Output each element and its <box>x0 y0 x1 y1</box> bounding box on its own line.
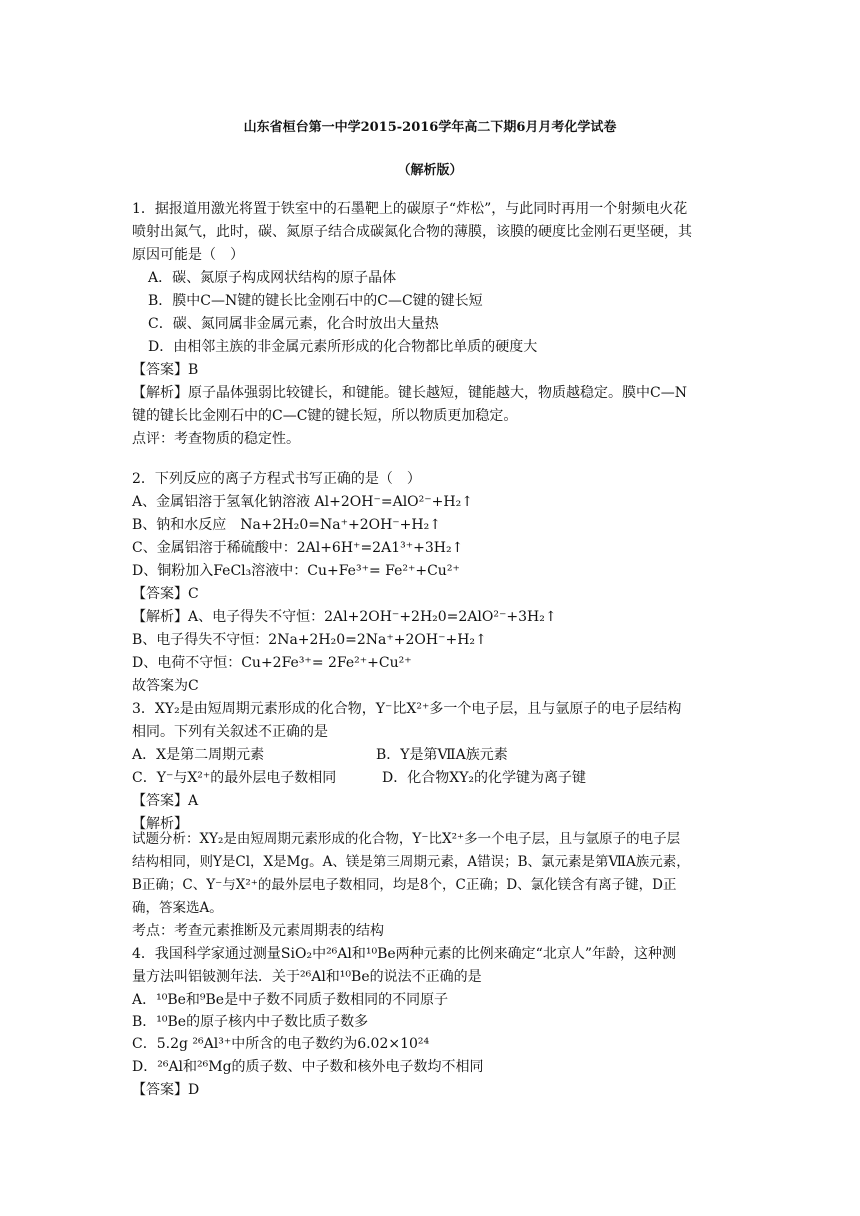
q2-option-b: B、钠和水反应 Na+2H₂0=Na⁺+2OH⁻+H₂↑ <box>132 517 441 533</box>
page-title: 山东省桓台第一中学2015-2016学年高二下期6月月考化学试卷 <box>243 120 617 135</box>
q3-stem-line2: 相同。下列有关叙述不正确的是 <box>132 724 328 740</box>
q2-answer: 【答案】C <box>132 586 199 602</box>
q4-option-a: A．¹⁰Be和⁹Be是中子数不同质子数相同的不同原子 <box>132 992 449 1008</box>
q4-stem-line2: 量方法叫铝铍测年法．关于²⁶Al和¹⁰Be的说法不正确的是 <box>132 969 482 985</box>
q3-analysis-line2: 结构相同，则Y是Cl，X是Mg。A、镁是第三周期元素，A错误；B、氯元素是第ⅦA族元素， <box>132 854 690 870</box>
q1-option-b: B．膜中C—N键的键长比金刚石中的C—C键的键长短 <box>148 293 483 309</box>
q3-stem-line1: 3．XY₂是由短周期元素形成的化合物，Y⁻比X²⁺多一个电子层，且与氩原子的电子层结构 <box>132 701 682 717</box>
q2-analysis-line1: 【解析】A、电子得失不守恒：2Al+2OH⁻+2H₂0=2AlO²⁻+3H₂↑ <box>132 609 557 625</box>
q1-answer: 【答案】B <box>132 362 199 378</box>
q4-option-c: C．5.2g ²⁶Al³⁺中所含的电子数约为6.02×10²⁴ <box>132 1036 430 1052</box>
q3-analysis-line3: B正确；C、Y⁻与X²⁺的最外层电子数相同，均是8个，C正确；D、氯化镁含有离子键，D正 <box>132 877 677 893</box>
q1-stem-line2: 喷射出氮气，此时，碳、氮原子结合成碳氮化合物的薄膜，该膜的硬度比金刚石更坚硬，其 <box>132 224 692 240</box>
q3-analysis-head: 【解析】 <box>132 816 188 832</box>
q2-option-c: C、金属铝溶于稀硫酸中：2Al+6H⁺=2A1³⁺+3H₂↑ <box>132 540 464 556</box>
q2-option-a: A、金属铝溶于氢氧化钠溶液 Al+2OH⁻=AlO²⁻+H₂↑ <box>132 494 473 510</box>
q2-stem: 2．下列反应的离子方程式书写正确的是（ ） <box>132 471 421 487</box>
q3-option-a: A．X是第二周期元素 <box>132 747 265 763</box>
q2-option-d: D、铜粉加入FeCl₃溶液中：Cu+Fe³⁺= Fe²⁺+Cu²⁺ <box>132 563 460 579</box>
q1-option-c: C．碳、氮同属非金属元素，化合时放出大量热 <box>148 316 439 332</box>
q3-point: 考点：考查元素推断及元素周期表的结构 <box>132 923 384 939</box>
q1-option-d: D．由相邻主族的非金属元素所形成的化合物都比单质的硬度大 <box>148 339 538 355</box>
q3-analysis-line4: 确，答案选A。 <box>132 900 223 916</box>
q4-option-b: B．¹⁰Be的原子核内中子数比质子数多 <box>132 1014 369 1030</box>
q2-analysis-line2: B、电子得失不守恒：2Na+2H₂0=2Na⁺+2OH⁻+H₂↑ <box>132 632 487 648</box>
q1-analysis-line1: 【解析】原子晶体强弱比较键长，和键能。键长越短，键能越大，物质越稳定。膜中C—N <box>132 385 687 401</box>
q1-stem-line1: 1．据报道用激光将置于铁室中的石墨靶上的碳原子“炸松”，与此同时再用一个射频电火花 <box>132 201 688 217</box>
page-subtitle: （解析版） <box>397 163 463 178</box>
q2-conclusion: 故答案为C <box>132 678 199 694</box>
q1-analysis-line2: 键的键长比金刚石中的C—C键的键长短，所以物质更加稳定。 <box>132 408 518 424</box>
q3-option-b: B．Y是第ⅦA族元素 <box>376 747 508 763</box>
q4-option-d: D．²⁶Al和²⁶Mg的质子数、中子数和核外电子数均不相同 <box>132 1059 484 1075</box>
q4-stem-line1: 4．我国科学家通过测量SiO₂中²⁶Al和¹⁰Be两种元素的比例来确定“北京人”年龄，这种测 <box>132 946 676 962</box>
q2-analysis-line3: D、电荷不守恒：Cu+2Fe³⁺= 2Fe²⁺+Cu²⁺ <box>132 655 412 671</box>
q1-stem-line3: 原因可能是（ ） <box>132 247 244 263</box>
q3-option-c: C．Y⁻与X²⁺的最外层电子数相同 <box>132 770 337 786</box>
q1-comment: 点评：考查物质的稳定性。 <box>132 431 300 447</box>
q3-analysis-line1: 试题分析：XY₂是由短周期元素形成的化合物，Y⁻比X²⁺多一个电子层，且与氩原子的电子层 <box>132 831 681 847</box>
q3-answer: 【答案】A <box>132 793 199 809</box>
q4-answer: 【答案】D <box>132 1082 200 1098</box>
q1-option-a: A．碳、氮原子构成网状结构的原子晶体 <box>148 270 397 286</box>
q3-option-d: D．化合物XY₂的化学键为离子键 <box>382 770 587 786</box>
